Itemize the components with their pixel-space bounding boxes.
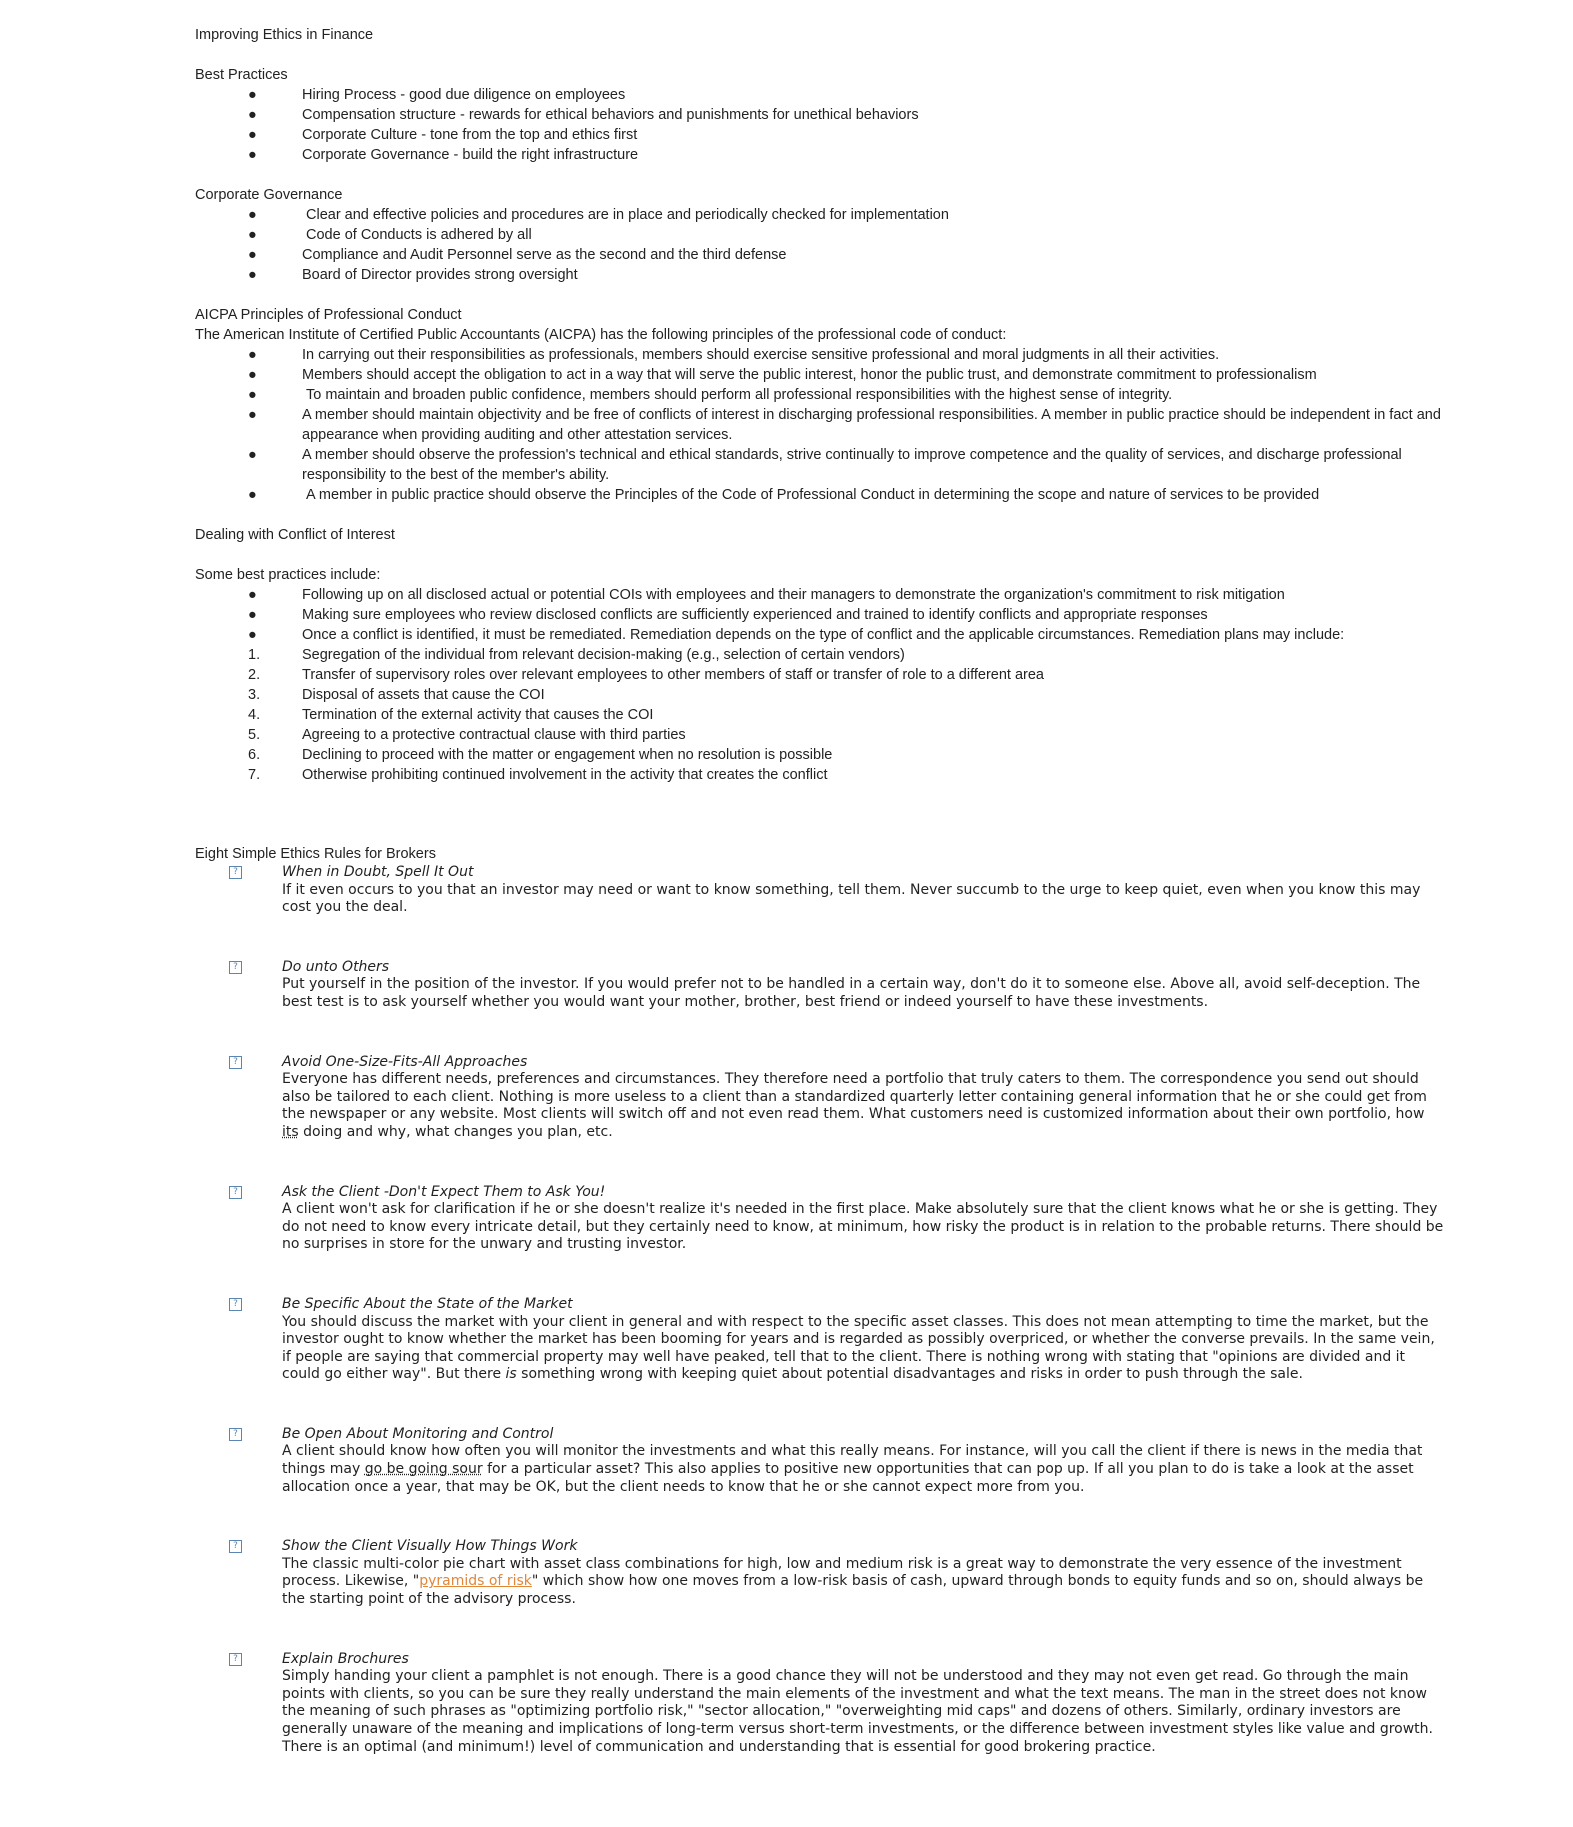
list-item: ● A member should observe the profession's technical and ethical standards, strive continually to improve competence and the quality of services, and discharge professional responsibility to the best of the member's ability. bbox=[248, 447, 1402, 483]
conflict-bullet-list bbox=[195, 585, 1445, 645]
rule-title: Be Open About Monitoring and Control bbox=[282, 1425, 554, 1442]
bullet-icon: ● bbox=[248, 127, 257, 143]
bullet-icon: ● bbox=[248, 247, 257, 263]
rule-body: Put yourself in the position of the investor. If you would prefer not to be handled in a certain way, don't do it to someone else. Above all, avoid self-deception. The best test is to ask yourself whether you would want your mother, brother, best friend or indeed yourself to have these investments. bbox=[282, 976, 1421, 1010]
rule-item bbox=[195, 1296, 1445, 1384]
bullet-icon: ● bbox=[248, 87, 257, 103]
rule-title: Ask the Client -Don't Expect Them to Ask You! bbox=[282, 1183, 606, 1200]
broken-image-icon: ? bbox=[229, 1428, 242, 1441]
rule-item bbox=[195, 1426, 1445, 1496]
list-item: ● To maintain and broaden public confidence, members should perform all professional responsibilities with the highest sense of integrity. bbox=[248, 387, 1173, 403]
aicpa-list bbox=[195, 345, 1445, 505]
pyramids-of-risk-link[interactable]: pyramids of risk bbox=[419, 1573, 532, 1590]
rule-body: A client won't ask for clarification if he or she doesn't realize it's needed in the first place. Make absolutely sure that the client knows what he or she is getting. They do not need to know every intricate detail, but they certainly need to know, at minimum, how risky the product is in relation to the probable returns. There should be no surprises in store for the unwary and trusting investor. bbox=[282, 1201, 1444, 1253]
list-item: ● Corporate Governance - build the right infrastructure bbox=[248, 147, 639, 163]
rule-body: You should discuss the market with your client in general and with respect to the specific asset classes. This does not mean attempting to time the market, but the investor ought to know whether the market has been booming for years and is regarded as possibly overpriced, or whether the converse prevails. In the same vein, if people are saying that commercial property may well have peaked, tell that to the client. There is nothing wrong with stating that "opinions are divided and it could go either way". But there is something wrong with keeping quiet about potential disadvantages and risks in order to push through the sale. bbox=[282, 1313, 1435, 1383]
list-item: 7. Otherwise prohibiting continued involvement in the activity that creates the conflict bbox=[248, 767, 828, 783]
rule-item bbox=[195, 864, 1445, 917]
rule-title: Be Specific About the State of the Market bbox=[282, 1295, 573, 1312]
list-item: 2. Transfer of supervisory roles over relevant employees to other members of staff or transfer of role to a different area bbox=[248, 667, 1044, 683]
list-item: 6. Declining to proceed with the matter or engagement when no resolution is possible bbox=[248, 747, 833, 763]
list-item: ● Hiring Process - good due diligence on employees bbox=[248, 87, 626, 103]
broken-image-icon: ? bbox=[229, 1653, 242, 1666]
broken-image-icon: ? bbox=[229, 961, 242, 974]
bullet-icon: ● bbox=[248, 447, 257, 463]
bullet-icon: ● bbox=[248, 347, 257, 363]
list-item: 1. Segregation of the individual from relevant decision-making (e.g., selection of certain vendors) bbox=[248, 647, 905, 663]
list-item: ● Code of Conducts is adhered by all bbox=[248, 227, 532, 243]
conflict-heading: Dealing with Conflict of Interest bbox=[195, 527, 395, 543]
list-item: ● Following up on all disclosed actual or potential COIs with employees and their managers to demonstrate the organization's commitment to risk mitigation bbox=[248, 587, 1285, 603]
bullet-icon: ● bbox=[248, 367, 257, 383]
aicpa-heading: AICPA Principles of Professional Conduct bbox=[195, 307, 462, 323]
list-item: ● Once a conflict is identified, it must be remediated. Remediation depends on the type of conflict and the applicable circumstances. Remediation plans may include: bbox=[248, 627, 1345, 643]
broker-rules bbox=[195, 864, 1445, 1756]
aicpa-intro: The American Institute of Certified Public Accountants (AICPA) has the following principles of the professional code of conduct: bbox=[195, 327, 1007, 343]
rule-item bbox=[195, 1054, 1445, 1142]
bullet-icon: ● bbox=[248, 407, 257, 423]
bullet-icon: ● bbox=[248, 487, 257, 503]
rule-title: Do unto Others bbox=[282, 958, 390, 975]
rule-item bbox=[195, 959, 1445, 1012]
bullet-icon: ● bbox=[248, 267, 257, 283]
document-title: Improving Ethics in Finance bbox=[195, 27, 374, 43]
list-item: 3. Disposal of assets that cause the COI bbox=[248, 687, 545, 703]
corporate-governance-list bbox=[195, 205, 1445, 285]
conflict-intro: Some best practices include: bbox=[195, 567, 381, 583]
broken-image-icon: ? bbox=[229, 1186, 242, 1199]
broken-image-icon: ? bbox=[229, 1056, 242, 1069]
corporate-governance-heading: Corporate Governance bbox=[195, 187, 343, 203]
best-practices-list bbox=[195, 85, 1445, 165]
rule-title: When in Doubt, Spell It Out bbox=[282, 864, 474, 880]
rule-body: Everyone has different needs, preferences and circumstances. They therefore need a portfolio that truly caters to them. The correspondence you send out should also be tailored to each client. Nothing is more useless to a client than a standardized quarterly letter containing general information that he or she could get from the newspaper or any website. Most clients will switch off and not even read them. What customers need is customized information about their own portfolio, how its doing and why, what changes you plan, etc. bbox=[282, 1071, 1427, 1140]
broken-image-icon: ? bbox=[229, 866, 242, 879]
rule-body: Simply handing your client a pamphlet is not enough. There is a good chance they will not be understood and they may not even get read. Go through the main points with clients, so you can be sure they really understand the main elements of the investment and what the text means. The man in the street does not know the meaning of such phrases as "optimizing portfolio risk," "sector allocation," "overweighting mid caps" and dozens of others. Similarly, ordinary investors are generally unaware of the meaning and implications of long-term versus short-term investments, or the difference between investment styles like value and growth. There is an optimal (and minimum!) level of communication and understanding that is essential for good brokering practice. bbox=[282, 1668, 1433, 1755]
rule-body: If it even occurs to you that an investor may need or want to know something, tell them. Never succumb to the urge to keep quiet, even when you know this may cost you the deal. bbox=[282, 881, 1421, 916]
list-item: ● Corporate Culture - tone from the top and ethics first bbox=[248, 127, 638, 143]
broken-image-icon: ? bbox=[229, 1540, 242, 1553]
bullet-icon: ● bbox=[248, 387, 257, 403]
list-item: 5. Agreeing to a protective contractual clause with third parties bbox=[248, 727, 686, 743]
rule-title: Show the Client Visually How Things Work bbox=[282, 1538, 578, 1555]
rule-item bbox=[195, 1538, 1445, 1608]
remediation-numbered-list bbox=[195, 645, 1445, 785]
rule-item bbox=[195, 1651, 1445, 1757]
list-item: ● A member should maintain objectivity and be free of conflicts of interest in discharging professional responsibilities. A member in public practice should be independent in fact and appearance when providing auditing and other attestation services. bbox=[248, 407, 1441, 443]
list-item: ● Compensation structure - rewards for ethical behaviors and punishments for unethical behaviors bbox=[248, 107, 919, 123]
bullet-icon: ● bbox=[248, 627, 257, 643]
rule-body: A client should know how often you will monitor the investments and what this really means. For instance, will you call the client if there is news in the media that things may go be going sour for a particular asset? This also applies to positive new opportunities that can pop up. If all you plan to do is take a look at the asset allocation once a year, that may be OK, but the client needs to know that he or she cannot expect more from you. bbox=[282, 1443, 1423, 1495]
bullet-icon: ● bbox=[248, 607, 257, 623]
brokers-heading: Eight Simple Ethics Rules for Brokers bbox=[195, 846, 436, 862]
bullet-icon: ● bbox=[248, 107, 257, 123]
rule-title: Explain Brochures bbox=[282, 1650, 409, 1667]
list-item: 4. Termination of the external activity that causes the COI bbox=[248, 707, 654, 723]
best-practices-heading: Best Practices bbox=[195, 67, 288, 83]
rule-title: Avoid One-Size-Fits-All Approaches bbox=[282, 1053, 528, 1070]
bullet-icon: ● bbox=[248, 587, 257, 603]
bullet-icon: ● bbox=[248, 207, 257, 223]
list-item: ● Clear and effective policies and procedures are in place and periodically checked for implementation bbox=[248, 207, 949, 223]
document-page bbox=[195, 25, 1445, 1756]
list-item: ● A member in public practice should observe the Principles of the Code of Professional Conduct in determining the scope and nature of services to be provided bbox=[248, 487, 1320, 503]
rule-body: The classic multi-color pie chart with asset class combinations for high, low and medium risk is a great way to demonstrate the very essence of the investment process. Likewise, "pyramids of risk" which show how one moves from a low-risk basis of cash, upward through bonds to equity funds and so on, should always be the starting point of the advisory process. bbox=[282, 1555, 1424, 1608]
list-item: ● Compliance and Audit Personnel serve as the second and the third defense bbox=[248, 247, 787, 263]
list-item: ● Members should accept the obligation to act in a way that will serve the public interest, honor the public trust, and demonstrate commitment to professionalism bbox=[248, 367, 1317, 383]
broken-image-icon: ? bbox=[229, 1298, 242, 1311]
rule-item bbox=[195, 1184, 1445, 1254]
list-item: ● Board of Director provides strong oversight bbox=[248, 267, 578, 283]
list-item: ● In carrying out their responsibilities as professionals, members should exercise sensitive professional and moral judgments in all their activities. bbox=[248, 347, 1220, 363]
list-item: ● Making sure employees who review disclosed conflicts are sufficiently experienced and trained to identify conflicts and appropriate responses bbox=[248, 607, 1208, 623]
bullet-icon: ● bbox=[248, 227, 257, 243]
bullet-icon: ● bbox=[248, 147, 257, 163]
